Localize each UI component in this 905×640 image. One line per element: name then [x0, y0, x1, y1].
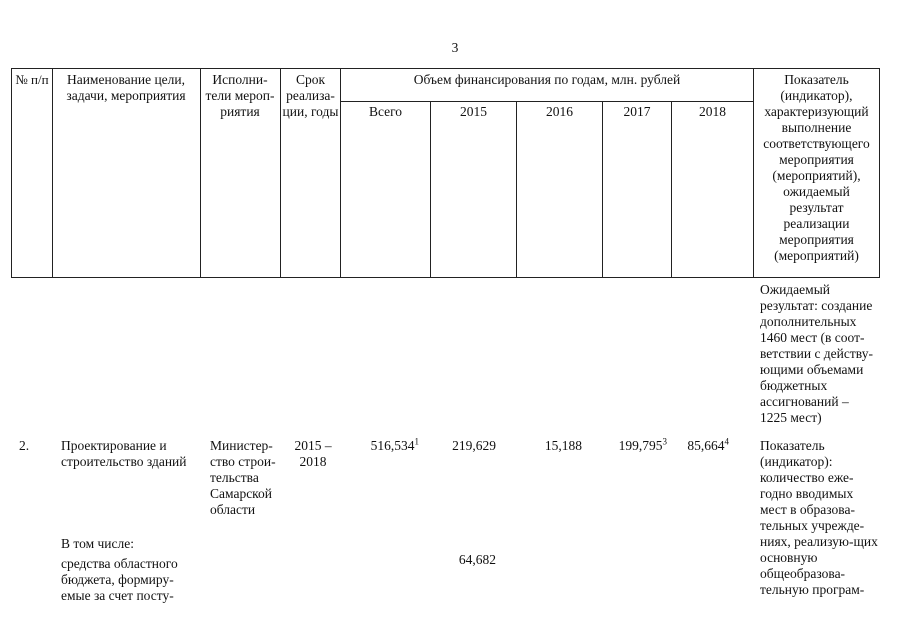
page-number: 3	[451, 40, 459, 55]
header-2015: 2015	[460, 104, 487, 119]
row-indicator: Показатель (индикатор): количество еже-годно вводимых мест в образова-тельных учрежде-ниях, реализую-щих основную общеобразова-тельную програм-	[760, 438, 878, 597]
row-2018: 85,664$^4$	[687, 436, 729, 453]
row-2015: 219,629	[452, 438, 496, 453]
row-name: Проектирование и строительство зданий	[61, 438, 187, 469]
including-label: В том числе:	[61, 536, 134, 551]
header-2018: 2018	[699, 104, 726, 119]
row-total: 516,534$^1$	[370, 436, 419, 453]
header-executors: Исполни-тели мероп-риятия	[205, 72, 275, 119]
row-executor: Министер-ство строи-тельства Самарской области	[210, 438, 276, 517]
header-total: Всего	[368, 104, 403, 119]
header-num: № п/п	[15, 72, 49, 87]
sub-row-name: средства областного бюджета, формиру-емые за счет посту-	[61, 556, 178, 603]
header-name: Наименование цели, задачи, мероприятия	[66, 72, 186, 103]
header-2017: 2017	[623, 104, 651, 119]
header-2016: 2016	[546, 104, 573, 119]
row-2017: 199,795$^3$	[618, 436, 667, 453]
header-funding: Объем финансирования по годам, млн. рублей	[413, 72, 681, 87]
row-number: 2.	[19, 438, 30, 453]
row-2016: 15,188	[544, 438, 582, 453]
header-indicator: Показатель (индикатор), характеризующий выполнение соответствующего мероприятия (мероприятий), ожидаемый результат реализации мероприятия (мероприятий)	[763, 72, 870, 263]
prev-row-result: Ожидаемый результат: создание дополнительных 1460 мест (в соот-ветствии с действу-ющими объемами бюджетных ассигнований – 1225 мест)	[760, 282, 873, 425]
sub-row-2015: 64,682	[458, 552, 496, 567]
header-term: Срок реализа-ции, годы	[282, 72, 339, 119]
row-term: 2015 – 2018	[294, 438, 332, 469]
